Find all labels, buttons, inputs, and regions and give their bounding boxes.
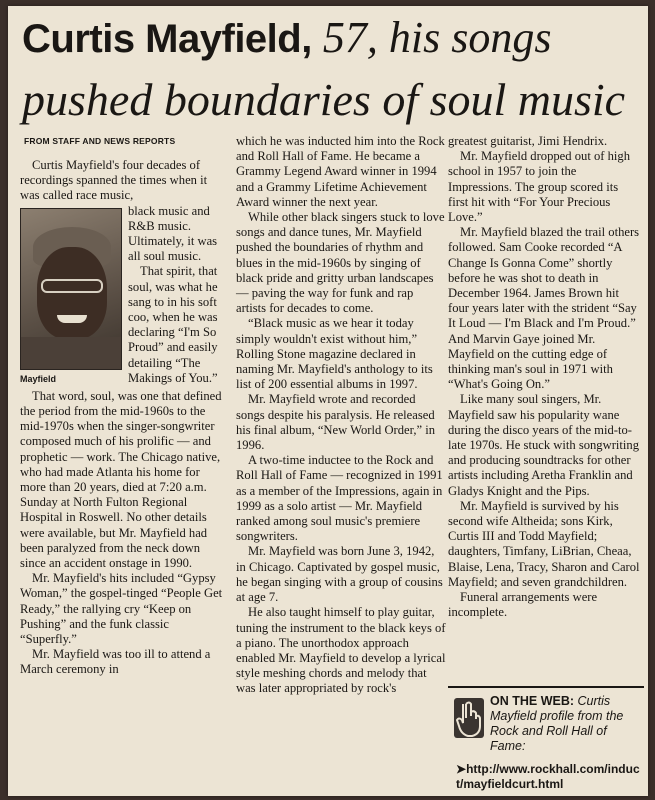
web-description	[490, 694, 642, 754]
paragraph: Funeral arrangements were incomplete.	[448, 590, 598, 620]
paragraph: While other black singers stuck to love songs and dance tunes, Mr. Mayfield pushed the boundaries of rhythm and blues in the mid-1960s by singing of black pride and gritty urban landscapes — paving the way for funk and rap artists for decades to come.	[236, 210, 445, 316]
headline-age: 57, his songs	[311, 13, 552, 62]
paragraph: That word, soul, was one that defined the period from the mid-1960s to the mid-1970s when the singer-songwriter composed much of his prolific — and prophetic — work. The Chicago native, who had made Atlanta his home for more than 20 years, died at 7:20 a.m. Sunday at North Fulton Regional Hospital in Roswell. No other details were available, but Mr. Mayfield had been paralyzed from the neck down since an accident onstage in 1990.	[20, 388, 222, 571]
column-2	[236, 134, 446, 697]
web-text: Curtis Mayfield profile from the Rock and Roll Hall of Fame:	[490, 694, 624, 753]
paragraph: Mr. Mayfield dropped out of high school in 1957 to join the Impressions. The group scored its first hit with “For Your Precious Love.”	[448, 149, 630, 225]
pointing-hand-icon	[454, 698, 484, 738]
paragraph: Mr. Mayfield was too ill to attend a March ceremony in	[20, 647, 211, 677]
paragraph: Mr. Mayfield blazed the trail others followed. Sam Cooke recorded “A Change Is Gonna Come” shortly before he was shot to death in December 1964. James Brown hit four years later with the strident “Say It Loud — I'm Black and I'm Proud.” And Marvin Gaye joined Mr. Mayfield on the cutting edge of thinking man's soul in 1971 with “What's Going On.”	[448, 225, 640, 392]
paragraph: Mr. Mayfield wrote and recorded songs despite his paralysis. He released his final album, “New World Order,” in 1996.	[236, 392, 435, 453]
web-url[interactable]: http://www.rockhall.com/induct/mayfieldcurt.html	[456, 762, 640, 791]
paragraph: Like many soul singers, Mr. Mayfield saw his popularity wane during the disco years of the mid-to-late 1970s. He stuck with songwriting and producing soundtracks for other artists including Aretha Franklin and Gladys Knight and the Pips.	[448, 392, 639, 498]
byline: FROM STAFF AND NEWS REPORTS	[24, 136, 176, 146]
photo-caption: Mayfield	[20, 373, 57, 384]
headline-name: Curtis Mayfield,	[22, 17, 312, 61]
paragraph: greatest guitarist, Jimi Hendrix.	[448, 134, 608, 148]
paragraph: “Black music as we hear it today simply wouldn't exist without him,” Rolling Stone magazine declared in naming Mr. Mayfield's anthology to its list of 200 essential albums in 1997.	[236, 316, 433, 392]
headline	[22, 12, 642, 126]
column-1	[20, 158, 225, 678]
paragraph: Mr. Mayfield was born June 3, 1942, in Chicago. Captivated by gospel music, he began singing with a group of cousins at age 7.	[236, 544, 443, 605]
newspaper-clipping	[8, 6, 648, 796]
paragraph: Mr. Mayfield is survived by his second wife Altheida; sons Kirk, Curtis III and Todd Mayfield; daughters, Timfany, LiBrian, Cheaa, Blaise, Lena, Tracy, Sharon and Carol Mayfield; and seven grandchildren.	[448, 498, 640, 589]
on-the-web-box	[448, 686, 644, 796]
headline-line2: pushed boundaries of soul music	[22, 74, 626, 125]
paragraph: A two-time inductee to the Rock and Roll Hall of Fame — recognized in 1991 as a member of the Impressions, again in 1999 as a solo artist — Mr. Mayfield ranked among soul music's premiere songwriters.	[236, 453, 443, 544]
photo-figure	[20, 208, 122, 387]
web-url-line	[456, 762, 644, 792]
paragraph: That spirit, that soul, was what he sang to in his soft coo, when he was declaring “I'm So Proud” and easily detailing “The Makings of You.”	[128, 264, 218, 385]
column-3	[448, 134, 640, 621]
paragraph: Mr. Mayfield's hits included “Gypsy Woman,” the gospel-tinged “People Get Ready,” the rallying cry “Keep on Pushing” and the funk classic “Superfly.”	[20, 571, 223, 647]
portrait-photo	[20, 208, 122, 370]
paragraph: Curtis Mayfield's four decades of recordings spanned the times when it was called race music,	[20, 158, 208, 203]
paragraph: black music and R&B music. Ultimately, it was all soul music.	[128, 203, 218, 264]
paragraph: He also taught himself to play guitar, tuning the instrument to the black keys of a piano. The unorthodox approach enabled Mr. Mayfield to develop a lyrical style meshing chords and melody that was later appropriated by rock's	[236, 605, 446, 696]
paragraph: which he was inducted him into the Rock and Roll Hall of Fame. He became a Grammy Legend Award winner in 1994 and a Grammy Lifetime Achievement Award winner the next year.	[236, 134, 445, 209]
arrow-icon: ➤	[456, 762, 467, 776]
web-label: ON THE WEB:	[490, 694, 575, 708]
